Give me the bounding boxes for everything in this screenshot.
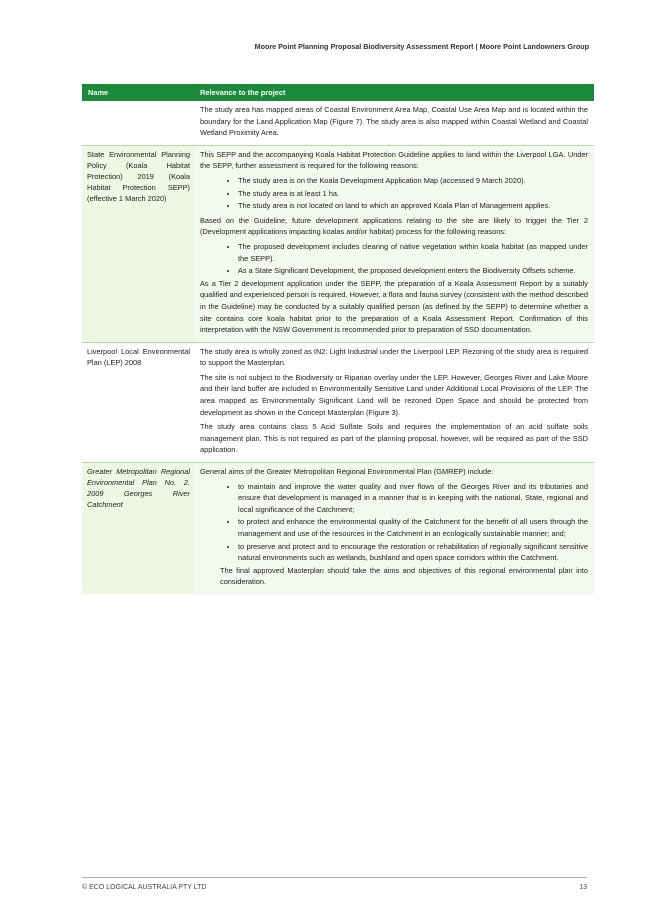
list-item: • to maintain and improve the water quality and river flows of the Georges River and its tributaries and ensure that development is managed in a manner that is in keeping with the national, State, regional and local significance of the Catchment;	[238, 481, 588, 516]
table-row	[82, 342, 594, 462]
name-cell: Liverpool Local Environmental Plan (LEP) 2008	[87, 346, 190, 367]
relevance-cell	[195, 146, 594, 342]
footer-copyright: © ECO LOGICAL AUSTRALIA PTY LTD	[82, 884, 207, 891]
paragraph: As a Tier 2 development application under the SEPP, the preparation of a Koala Assessment Report by a suitably qualified and experienced person is required. However, a flora and fauna survey (consistent with the method described in the Guideline) may be conducted by a suitably qualified person (as defined by the SEPP) to determine whether a site contains core koala habitat prior to the preparation of a Koala Assessment Report. Confirmation of this interpretation with the NSW Government is recommended prior to preparation of SSD documentation.	[200, 278, 588, 335]
table-header-row	[82, 84, 594, 101]
policy-table	[82, 84, 594, 594]
list-item: • The study area is at least 1 ha.	[238, 188, 588, 200]
page-number: 13	[579, 884, 587, 891]
name-cell: State Environmental Planning Policy (Koala Habitat Protection) 2019 (Koala Habitat Protection SEPP) (effective 1 March 2020)	[82, 146, 195, 342]
relevance-cell	[195, 463, 594, 594]
table-row	[82, 145, 594, 342]
footer-divider	[82, 877, 587, 878]
paragraph: The final approved Masterplan should take the aims and objectives of this regional environmental plan into consideration.	[220, 565, 588, 587]
paragraph: The study area contains class 5 Acid Sulfate Soils and requires the implementation of an acid sulfate soils management plan. This is not required as part of the planning proposal, however, will be required as part of the SSD application.	[200, 422, 588, 455]
paragraph: The study area has mapped areas of Coastal Environment Area Map, Coastal Use Area Map and is located within the boundary for the Land Application Map (Figure 7). The study area is also mapped within Coastal Wetland and Coastal Wetland Proximity Area.	[200, 105, 588, 138]
page-header: Moore Point Planning Proposal Biodiversity Assessment Report | Moore Point Landowners Group	[254, 42, 589, 51]
relevance-cell	[195, 101, 594, 145]
list-item: • The proposed development includes clearing of native vegetation within koala habitat (as mapped under the SEPP).	[238, 241, 588, 264]
name-cell: Greater Metropolitan Regional Environmental Plan No. 2. 2009 Georges River Catchment	[82, 463, 195, 594]
name-cell	[82, 101, 195, 145]
bullet-list	[200, 481, 588, 564]
paragraph: This SEPP and the accompanying Koala Habitat Protection Guideline applies to land within the Liverpool LGA. Under the SEPP, further assessment is required for the following reasons:	[200, 149, 588, 171]
paragraph: The site is not subject to the Biodiversity or Riparian overlay under the LEP. However, Georges River and Lake Moore and their land buffer are included in Environmentally Sensitive Land under Additional Local Provisions of the LEP. The area mapped as Environmentally Significant Land will be rezoned Open Space and should be protected from development as shown in the Concept Masterplan (Figure 3).	[200, 372, 588, 417]
list-item: • to protect and enhance the environmental quality of the Catchment for the benefit of all users through the management and use of the resources in the Catchment in an ecologically sustainable manner; and;	[238, 516, 588, 539]
table-row	[82, 462, 594, 594]
column-header-relevance: Relevance to the project	[200, 87, 286, 97]
paragraph: General aims of the Greater Metropolitan Regional Environmental Plan (GMREP) include:	[200, 467, 494, 477]
column-header-name: Name	[88, 88, 109, 97]
table-row	[82, 101, 594, 145]
paragraph: The study area is wholly zoned as IN2: Light Industrial under the Liverpool LEP. Rezoning of the study area is required to support the Masterplan.	[200, 346, 588, 368]
list-item: • As a State Significant Development, the proposed development enters the Biodiversity Offsets scheme.	[238, 265, 588, 277]
paragraph: Based on the Guideline, future development applications relating to the site are likely to trigger the Tier 2 (Development applications impacting koalas and/or habitat) process for the following reasons:	[200, 215, 588, 237]
bullet-list	[200, 241, 588, 277]
list-item: • The study area is not located on land to which an approved Koala Plan of Management applies.	[238, 200, 588, 212]
list-item: • to preserve and protect and to encourage the restoration or rehabilitation of regionally significant sensitive natural environments such as wetlands, bushland and open space corridors within the Catchment.	[238, 541, 588, 564]
list-item: • The study area is on the Koala Development Application Map (accessed 9 March 2020).	[238, 175, 588, 187]
relevance-cell	[195, 343, 594, 462]
bullet-list	[200, 175, 588, 212]
